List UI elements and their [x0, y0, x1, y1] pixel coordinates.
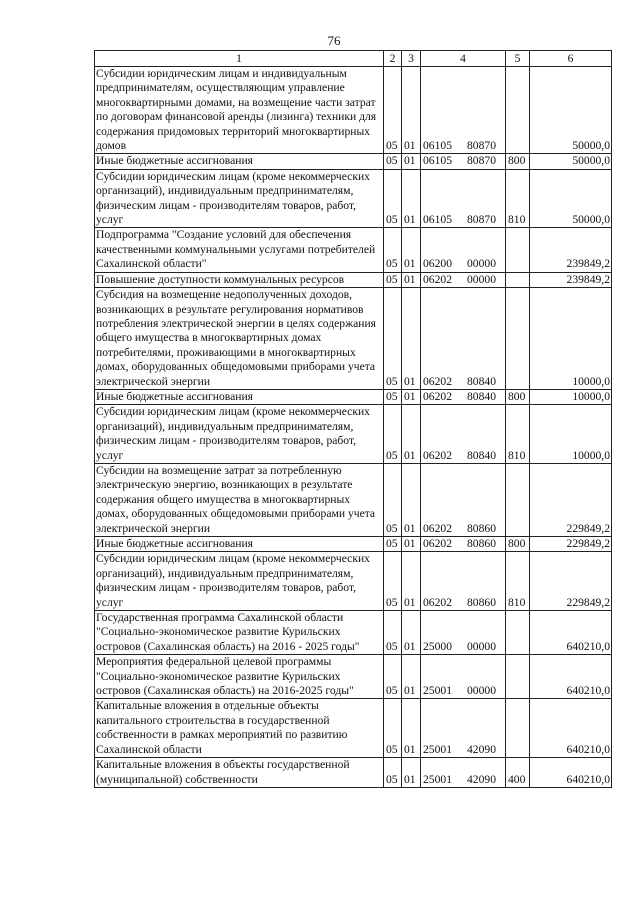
row-section: 05: [384, 405, 402, 464]
row-name: Иные бюджетные ассигнования: [95, 389, 384, 404]
target-article-direction: 80860: [467, 521, 496, 535]
target-article-program: 06105: [423, 154, 452, 168]
row-target-article: [421, 758, 506, 788]
target-article-direction: 00000: [467, 639, 496, 653]
row-expense-type: 800: [506, 389, 530, 404]
row-subsection: 01: [402, 272, 421, 287]
row-target-article: [421, 552, 506, 611]
target-article-direction: 00000: [467, 272, 496, 286]
target-article-program: 25001: [423, 742, 452, 756]
row-name: Субсидии юридическим лицам и индивидуальным предпринимателям, осуществляющим управление многоквартирными домами, на возмещение части затрат по договорам финансовой аренды (лизинга) техники для содержания придомовых территорий многоквартирных домов: [95, 67, 384, 154]
row-section: 05: [384, 154, 402, 169]
row-name: Иные бюджетные ассигнования: [95, 537, 384, 552]
target-article-program: 06105: [423, 139, 452, 153]
row-expense-type: 800: [506, 154, 530, 169]
row-amount: 640210,0: [530, 611, 612, 655]
table-row: [95, 758, 612, 788]
row-section: 05: [384, 389, 402, 404]
table-body: [95, 67, 612, 788]
row-name: Повышение доступности коммунальных ресурсов: [95, 272, 384, 287]
target-article-program: 06202: [423, 595, 452, 609]
target-article-direction: 80860: [467, 537, 496, 550]
row-name: Субсидии на возмещение затрат за потребленную электрическую энергию, возникающих в результате содержания общего имущества в многоквартирных домах, оборудованных общедомовыми приборами учета электрической энергии: [95, 463, 384, 536]
row-section: 05: [384, 611, 402, 655]
row-section: 05: [384, 228, 402, 272]
row-target-article: [421, 389, 506, 404]
row-target-article: [421, 611, 506, 655]
row-section: 05: [384, 272, 402, 287]
row-name: Капитальные вложения в отдельные объекты капитального строительства в государственной собственности в рамках мероприятий по развитию Сахалинской области: [95, 699, 384, 758]
row-section: 05: [384, 67, 402, 154]
row-amount: 10000,0: [530, 288, 612, 390]
table-row: [95, 463, 612, 536]
row-name: Субсидии юридическим лицам (кроме некоммерческих организаций), индивидуальным предпринимателям, физическим лицам - производителям товаров, работ, услуг: [95, 169, 384, 228]
target-article-direction: 00000: [467, 257, 496, 271]
row-expense-type: [506, 272, 530, 287]
column-header: 1: [95, 51, 384, 67]
row-amount: 229849,2: [530, 463, 612, 536]
row-subsection: 01: [402, 611, 421, 655]
row-amount: 50000,0: [530, 67, 612, 154]
row-target-article: [421, 228, 506, 272]
column-header: 2: [384, 51, 402, 67]
target-article-program: 06202: [423, 521, 452, 535]
row-expense-type: [506, 699, 530, 758]
target-article-program: 25000: [423, 639, 452, 653]
budget-table: [94, 50, 612, 788]
target-article-program: 06202: [423, 389, 452, 403]
table-row: [95, 228, 612, 272]
target-article-program: 06202: [423, 448, 452, 462]
table-row: [95, 699, 612, 758]
row-subsection: 01: [402, 228, 421, 272]
row-target-article: [421, 272, 506, 287]
target-article-program: 06202: [423, 272, 452, 286]
row-amount: 229849,2: [530, 537, 612, 552]
table-header-row: [95, 51, 612, 67]
row-amount: 229849,2: [530, 552, 612, 611]
target-article-direction: 42090: [467, 742, 496, 756]
row-section: 05: [384, 537, 402, 552]
row-subsection: 01: [402, 169, 421, 228]
table-row: [95, 288, 612, 390]
table-row: [95, 655, 612, 699]
row-target-article: [421, 655, 506, 699]
row-subsection: 01: [402, 537, 421, 552]
row-name: Субсидия на возмещение недополученных доходов, возникающих в результате регулирования нормативов потребления электрической энергии в целях содержания общего имущества в многоквартирных домах потребителями, проживающими в многоквартирных домах, оборудованных общедомовыми приборами учета электрической энергии: [95, 288, 384, 390]
row-expense-type: [506, 611, 530, 655]
row-section: 05: [384, 655, 402, 699]
target-article-direction: 80840: [467, 374, 496, 388]
row-expense-type: [506, 655, 530, 699]
row-expense-type: [506, 228, 530, 272]
row-target-article: [421, 463, 506, 536]
row-amount: 239849,2: [530, 228, 612, 272]
row-target-article: [421, 288, 506, 390]
row-target-article: [421, 154, 506, 169]
row-subsection: 01: [402, 405, 421, 464]
row-name: Субсидии юридическим лицам (кроме некоммерческих организаций), индивидуальным предпринимателям, физическим лицам - производителям товаров, работ, услуг: [95, 552, 384, 611]
target-article-program: 25001: [423, 772, 452, 786]
row-expense-type: 400: [506, 758, 530, 788]
row-amount: 50000,0: [530, 169, 612, 228]
row-name: Подпрограмма "Создание условий для обеспечения качественными коммунальными услугами потребителей Сахалинской области": [95, 228, 384, 272]
target-article-program: 25001: [423, 684, 452, 698]
table-row: [95, 552, 612, 611]
row-subsection: 01: [402, 389, 421, 404]
row-amount: 640210,0: [530, 655, 612, 699]
table-row: [95, 67, 612, 154]
row-section: 05: [384, 552, 402, 611]
row-subsection: 01: [402, 288, 421, 390]
row-subsection: 01: [402, 67, 421, 154]
page-number: 76: [327, 33, 341, 48]
target-article-direction: 80870: [467, 213, 496, 227]
row-expense-type: 810: [506, 552, 530, 611]
row-expense-type: 800: [506, 537, 530, 552]
column-header: 3: [402, 51, 421, 67]
target-article-direction: 80840: [467, 448, 496, 462]
row-name: Капитальные вложения в объекты государственной (муниципальной) собственности: [95, 758, 384, 788]
target-article-direction: 42090: [467, 772, 496, 786]
table-row: [95, 169, 612, 228]
row-target-article: [421, 67, 506, 154]
table-row: [95, 272, 612, 287]
row-subsection: 01: [402, 699, 421, 758]
row-target-article: [421, 169, 506, 228]
row-section: 05: [384, 758, 402, 788]
target-article-program: 06200: [423, 257, 452, 271]
target-article-direction: 80860: [467, 595, 496, 609]
row-target-article: [421, 405, 506, 464]
row-expense-type: 810: [506, 405, 530, 464]
row-section: 05: [384, 169, 402, 228]
row-name: Мероприятия федеральной целевой программы "Социально-экономическое развитие Курильских островов (Сахалинская область) на 2016-2025 годы": [95, 655, 384, 699]
table-row: [95, 154, 612, 169]
table-row: [95, 389, 612, 404]
row-expense-type: [506, 463, 530, 536]
row-subsection: 01: [402, 154, 421, 169]
table-row: [95, 611, 612, 655]
target-article-direction: 80870: [467, 154, 496, 168]
column-header: 6: [530, 51, 612, 67]
row-subsection: 01: [402, 552, 421, 611]
target-article-direction: 00000: [467, 684, 496, 698]
row-subsection: 01: [402, 758, 421, 788]
row-name: Субсидии юридическим лицам (кроме некоммерческих организаций), индивидуальным предпринимателям, физическим лицам - производителям товаров, работ, услуг: [95, 405, 384, 464]
row-amount: 239849,2: [530, 272, 612, 287]
row-amount: 50000,0: [530, 154, 612, 169]
row-section: 05: [384, 463, 402, 536]
row-name: Иные бюджетные ассигнования: [95, 154, 384, 169]
row-target-article: [421, 699, 506, 758]
row-name: Государственная программа Сахалинской области "Социально-экономическое развитие Курильских островов (Сахалинская область) на 2016 - 2025 годы": [95, 611, 384, 655]
target-article-direction: 80840: [467, 389, 496, 403]
column-header: 5: [506, 51, 530, 67]
row-target-article: [421, 537, 506, 552]
column-header: 4: [421, 51, 506, 67]
target-article-direction: 80870: [467, 139, 496, 153]
target-article-program: 06202: [423, 537, 452, 550]
table-row: [95, 537, 612, 552]
target-article-program: 06202: [423, 374, 452, 388]
row-expense-type: 810: [506, 169, 530, 228]
row-amount: 10000,0: [530, 405, 612, 464]
row-amount: 10000,0: [530, 389, 612, 404]
table-row: [95, 405, 612, 464]
row-subsection: 01: [402, 463, 421, 536]
target-article-program: 06105: [423, 213, 452, 227]
row-expense-type: [506, 67, 530, 154]
row-subsection: 01: [402, 655, 421, 699]
row-expense-type: [506, 288, 530, 390]
row-amount: 640210,0: [530, 758, 612, 788]
row-section: 05: [384, 699, 402, 758]
row-section: 05: [384, 288, 402, 390]
row-amount: 640210,0: [530, 699, 612, 758]
